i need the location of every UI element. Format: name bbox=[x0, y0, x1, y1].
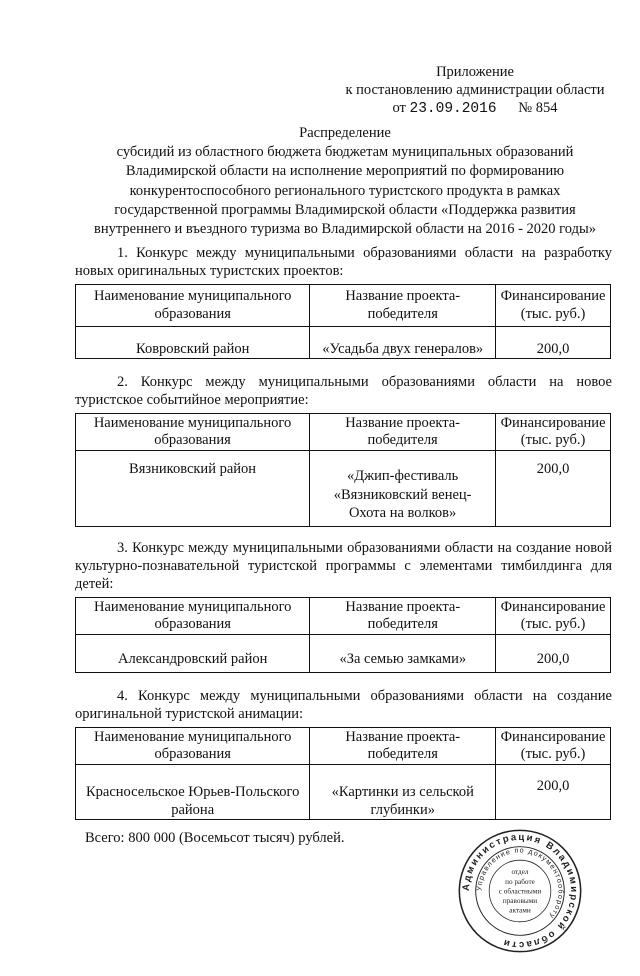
funding-cell: 200,0 bbox=[496, 327, 611, 359]
total-amount: Всего: 800 000 (Восемьсот тысяч) рублей. bbox=[85, 830, 345, 847]
funding-cell: 200,0 bbox=[496, 451, 611, 527]
header-text: (тыс. руб.) bbox=[520, 616, 586, 633]
header-text: (тыс. руб.) bbox=[520, 432, 586, 449]
funding-cell: 200,0 bbox=[496, 635, 611, 673]
col-funding-header bbox=[496, 728, 611, 765]
header-text: Финансирование bbox=[500, 288, 606, 305]
header-text: (тыс. руб.) bbox=[520, 746, 586, 763]
col-funding-header bbox=[496, 598, 611, 635]
project-cell bbox=[310, 765, 496, 820]
col-municipality-header bbox=[76, 598, 310, 635]
col-project-header bbox=[310, 598, 496, 635]
table-header-row bbox=[76, 728, 611, 765]
project-line: Охота на волков» bbox=[348, 505, 457, 522]
document-subtitle bbox=[60, 143, 630, 239]
table-row bbox=[76, 765, 611, 820]
appendix-label: Приложение bbox=[436, 64, 514, 80]
section-3-table bbox=[75, 597, 611, 673]
header-text: Название проекта- bbox=[345, 728, 461, 745]
header-text: Название проекта- bbox=[345, 598, 461, 615]
table-header-row bbox=[76, 598, 611, 635]
stamp-center-line: отдел bbox=[511, 868, 529, 877]
decree-date: 23.09.2016 bbox=[409, 101, 497, 117]
date-prefix: от bbox=[392, 100, 406, 116]
stamp-center-line: правовыми bbox=[502, 897, 538, 906]
section-4-table bbox=[75, 727, 611, 820]
table-row bbox=[76, 327, 611, 359]
appendix-decree: к постановлению администрации области bbox=[345, 82, 605, 98]
official-stamp bbox=[455, 826, 585, 956]
project-cell bbox=[310, 451, 496, 527]
project-line: «Джип-фестиваль bbox=[346, 468, 459, 485]
stamp-inner-text: Управление по документообороту bbox=[474, 845, 566, 922]
stamp-center-line: с областными bbox=[498, 887, 542, 896]
subtitle-line: конкурентоспособного регионального туристского продукта в рамках bbox=[129, 182, 561, 199]
subtitle-line: субсидий из областного бюджета бюджетам муниципальных образований bbox=[116, 144, 574, 161]
project-line: «Картинки из сельской bbox=[331, 784, 474, 801]
header-text: победителя bbox=[367, 616, 438, 633]
municipality-cell: Ковровский район bbox=[76, 327, 310, 359]
stamp-center-line: по работе bbox=[505, 877, 535, 886]
section-2-table bbox=[75, 413, 611, 527]
municipality-cell: Александровский район bbox=[76, 635, 310, 673]
document-heading: Распределение bbox=[299, 125, 391, 141]
header-text: победителя bbox=[367, 432, 438, 449]
section-4-text: 4. Конкурс между муниципальными образованиями области на создание оригинальной туристской анимации: bbox=[75, 688, 612, 723]
document-footer bbox=[85, 826, 585, 956]
project-line: глубинки» bbox=[370, 801, 435, 818]
header-text: победителя bbox=[367, 746, 438, 763]
header-text: Наименование муниципального bbox=[93, 598, 292, 615]
header-text: (тыс. руб.) bbox=[520, 305, 586, 322]
appendix-date-line bbox=[300, 99, 640, 118]
col-project-header bbox=[310, 728, 496, 765]
col-project-header bbox=[310, 414, 496, 451]
section-3-text: 3. Конкурс между муниципальными образованиями области на создание новой культурно-познавательной туристской программы с элементами тимбилдинга для детей: bbox=[75, 540, 612, 593]
municipality-cell bbox=[76, 765, 310, 820]
col-project-header bbox=[310, 285, 496, 327]
header-text: Название проекта- bbox=[345, 414, 461, 431]
header-text: образования bbox=[154, 305, 231, 322]
project-line: «Вязниковский венец- bbox=[333, 486, 472, 503]
municipality-cell: Вязниковский район bbox=[76, 451, 310, 527]
col-funding-header bbox=[496, 285, 611, 327]
project-cell: «За семью замками» bbox=[310, 635, 496, 673]
funding-cell: 200,0 bbox=[496, 765, 611, 820]
header-text: Финансирование bbox=[500, 598, 606, 615]
stamp-outer-text: Администрация Владимирской области bbox=[460, 832, 580, 951]
table-row bbox=[76, 635, 611, 673]
table-header-row bbox=[76, 414, 611, 451]
municipality-line: района bbox=[171, 801, 215, 818]
header-text: Наименование муниципального bbox=[93, 414, 292, 431]
header-text: победителя bbox=[367, 305, 438, 322]
subtitle-line: внутреннего и въездного туризма во Владимирской области на 2016 - 2020 годы» bbox=[94, 221, 596, 238]
col-funding-header bbox=[496, 414, 611, 451]
subtitle-line: государственной программы Владимирской области «Поддержка развития bbox=[114, 201, 576, 218]
municipality-line: Красносельское Юрьев-Польского bbox=[86, 784, 300, 801]
header-text: Финансирование bbox=[500, 728, 606, 745]
decree-number: № 854 bbox=[518, 100, 558, 116]
header-text: Наименование муниципального bbox=[93, 288, 292, 305]
section-1-table bbox=[75, 284, 611, 359]
section-1-text: 1. Конкурс между муниципальными образованиями области на разработку новых оригинальных туристских проектов: bbox=[75, 245, 612, 280]
header-text: Финансирование bbox=[500, 414, 606, 431]
header-text: образования bbox=[154, 432, 231, 449]
col-municipality-header bbox=[76, 285, 310, 327]
header-text: образования bbox=[154, 746, 231, 763]
project-cell: «Усадьба двух генералов» bbox=[310, 327, 496, 359]
header-text: образования bbox=[154, 616, 231, 633]
subtitle-line: Владимирской области на исполнение мероприятий по формированию bbox=[125, 163, 565, 180]
col-municipality-header bbox=[76, 414, 310, 451]
table-row bbox=[76, 451, 611, 527]
stamp-center-line: актами bbox=[509, 906, 531, 915]
section-2-text: 2. Конкурс между муниципальными образованиями области на новое туристское событийное мероприятие: bbox=[75, 374, 612, 409]
table-header-row bbox=[76, 285, 611, 327]
header-text: Наименование муниципального bbox=[93, 728, 292, 745]
col-municipality-header bbox=[76, 728, 310, 765]
header-text: Название проекта- bbox=[345, 288, 461, 305]
